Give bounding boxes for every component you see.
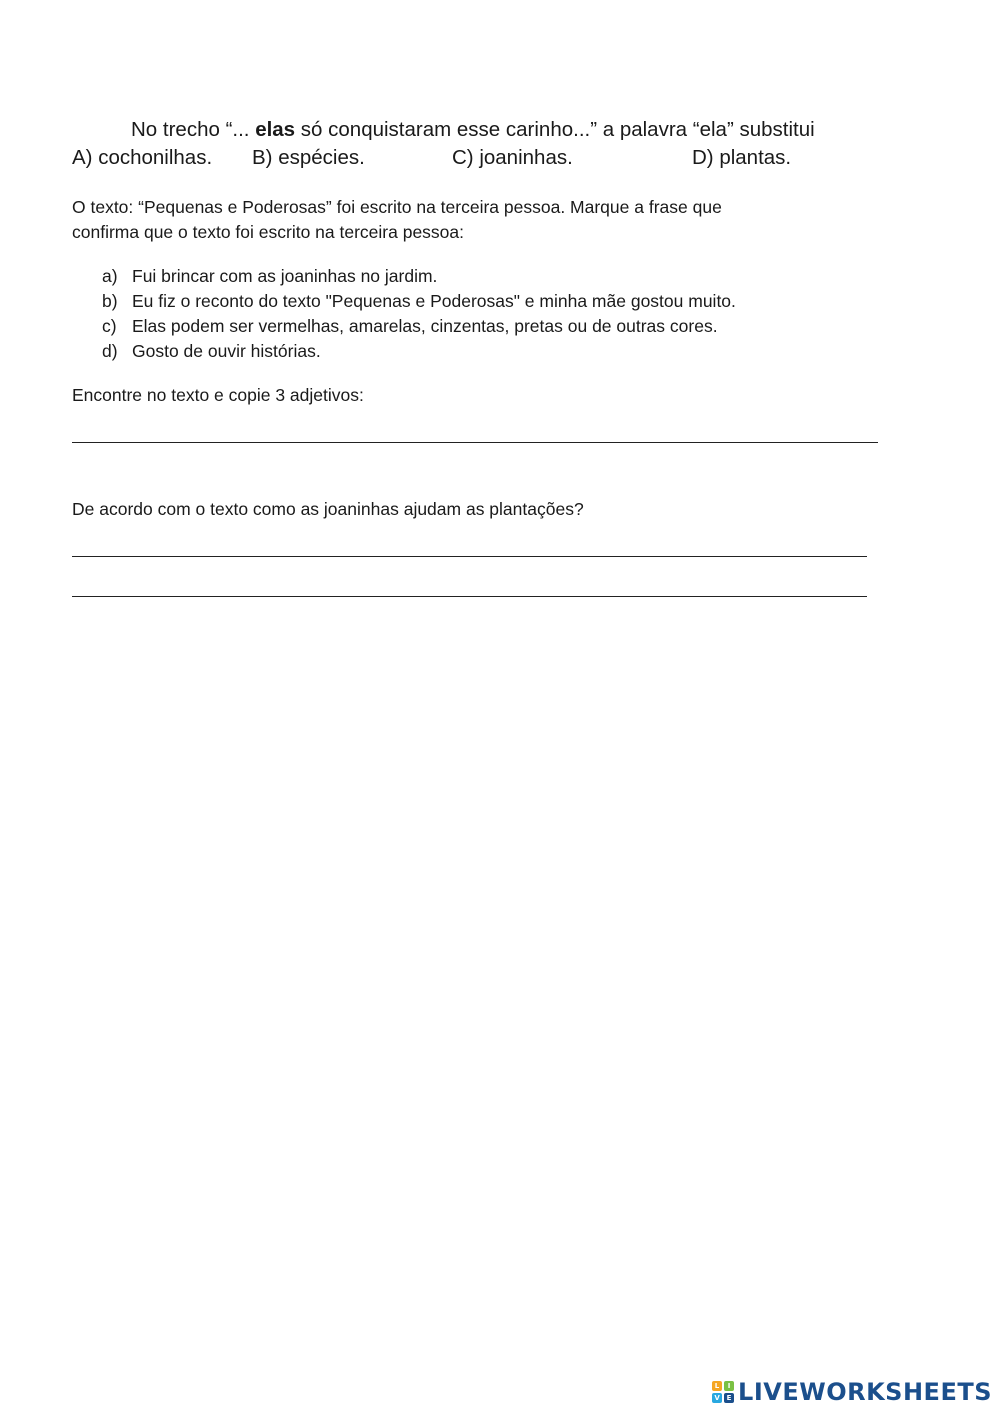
logo-tile-e: E bbox=[724, 1393, 734, 1403]
question2-option-d[interactable] bbox=[102, 341, 321, 362]
liveworksheets-wordmark: LIVEWORKSHEETS bbox=[738, 1378, 992, 1406]
question3-prompt: Encontre no texto e copie 3 adjetivos: bbox=[72, 385, 364, 405]
question1-option-a[interactable]: A) cochonilhas. bbox=[72, 146, 213, 169]
logo-tile-v: V bbox=[712, 1393, 722, 1403]
logo-tile-l: L bbox=[712, 1381, 722, 1391]
option-marker: d) bbox=[102, 341, 118, 361]
question1-option-d[interactable]: D) plantas. bbox=[692, 146, 792, 169]
option-marker: a) bbox=[102, 266, 118, 286]
question2-option-b[interactable] bbox=[102, 291, 736, 312]
option-text: Eu fiz o reconto do texto "Pequenas e Poderosas" e minha mãe gostou muito. bbox=[132, 291, 736, 311]
option-text: Gosto de ouvir histórias. bbox=[132, 341, 321, 361]
logo-tile-i: I bbox=[724, 1381, 734, 1391]
liveworksheets-logo bbox=[712, 1378, 992, 1406]
question2-option-a[interactable] bbox=[102, 266, 437, 287]
question1-option-b[interactable]: B) espécies. bbox=[252, 146, 365, 169]
question2-option-c[interactable] bbox=[102, 316, 718, 337]
question2-statement-line2: confirma que o texto foi escrito na terceira pessoa: bbox=[72, 222, 465, 242]
question3-answer-line[interactable] bbox=[72, 442, 878, 443]
question1-option-c[interactable]: C) joaninhas. bbox=[452, 146, 573, 169]
option-marker: b) bbox=[102, 291, 118, 311]
question4-prompt: De acordo com o texto como as joaninhas ajudam as plantações? bbox=[72, 499, 584, 519]
liveworksheets-grid-icon bbox=[712, 1381, 734, 1403]
question1-statement bbox=[131, 118, 815, 142]
option-marker: c) bbox=[102, 316, 117, 336]
question1-suffix: só conquistaram esse carinho...” a palavra “ela” substitui bbox=[295, 118, 815, 141]
question1-bold-word: elas bbox=[255, 118, 296, 141]
question4-answer-line-2[interactable] bbox=[72, 596, 867, 597]
question1-prefix: No trecho “... bbox=[131, 118, 256, 141]
question4-answer-line-1[interactable] bbox=[72, 556, 867, 557]
option-text: Fui brincar com as joaninhas no jardim. bbox=[132, 266, 438, 286]
option-text: Elas podem ser vermelhas, amarelas, cinzentas, pretas ou de outras cores. bbox=[132, 316, 718, 336]
question2-statement-line1: O texto: “Pequenas e Poderosas” foi escrito na terceira pessoa. Marque a frase que bbox=[72, 197, 722, 217]
